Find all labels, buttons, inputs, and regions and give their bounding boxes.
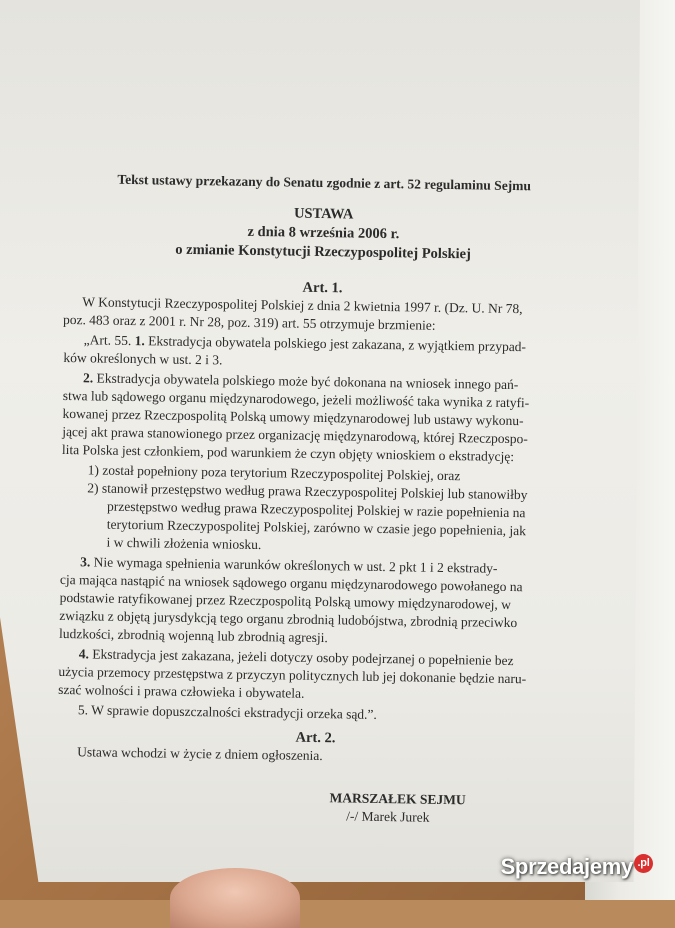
watermark-text: Sprzedajemy — [500, 854, 633, 879]
art2-heading: Art. 2. — [295, 729, 336, 747]
thumb — [170, 868, 300, 928]
paragraph-4-text: Ekstradycja jest zakazana, jeżeli dotyczy osoby podejrzanej o popełnienie bez — [88, 646, 514, 669]
paragraph-3-number: 3. — [80, 554, 91, 570]
paragraph-1-number: 1. — [134, 333, 145, 349]
document-subject: o zmianie Konstytucji Rzeczypospolitej Polskiej — [175, 241, 472, 263]
signature-name: /-/ Marek Jurek — [346, 808, 430, 825]
art1-line: W Konstytucji Rzeczypospolitej Polskiej z dnia 2 kwietnia 1997 r. (Dz. U. Nr 78, — [82, 294, 523, 317]
paragraph-3-line: podstawie ratyfikowanej przez Rzeczpospolitą Polską umowy międzynarodowej, w — [59, 589, 512, 613]
watermark-logo — [501, 854, 653, 880]
paragraph-3-line: związku z objętą jurysdykcją tego organu zbrodnią ludobójstwa, zbrodnią przeciwko — [59, 607, 518, 631]
paragraph-2-number: 2. — [82, 370, 94, 386]
paragraph-1-prefix: „Art. 55. — [83, 332, 135, 349]
art1-heading: Art. 1. — [302, 279, 343, 297]
paragraph-2-line: stwa lub sądowego organu międzynarodowego, jeżeli możliwość taka wynika z ratyfi- — [62, 387, 530, 411]
art1-line: poz. 483 oraz z 2001 r. Nr 28, poz. 319) art. 55 otrzymuje brzmienie: — [62, 311, 436, 333]
paragraph-3-line: cja mająca nastąpić na wniosek sądowego organu międzynarodowego powołanego na — [59, 571, 523, 595]
header-note: Tekst ustawy przekazany do Senatu zgodnie z art. 52 regulaminu Sejmu — [117, 171, 532, 194]
paragraph-5: 5. W sprawie dopuszczalności ekstradycji orzeka sąd.”. — [77, 702, 378, 722]
condition-2-line: terytorium Rzeczypospolitej Polskiej, zarówno w czasie jego popełnienia, jak — [106, 516, 527, 539]
paragraph-4-number: 4. — [78, 646, 90, 662]
paragraph-3-text: Nie wymaga spełnienia warunków określonych w ust. 2 pkt 1 i 2 ekstrady- — [90, 554, 498, 576]
paragraph-2-line: kowanej przez Rzeczpospolitą Polską umowy międzynarodowej lub ustawy wykonu- — [62, 405, 524, 429]
condition-2: 2) stanowił przestępstwo według prawa Rzeczypospolitej Polskiej lub stanowiłby — [87, 480, 528, 503]
art2-text: Ustawa wchodzi w życie z dniem ogłoszenia. — [77, 744, 323, 764]
signature-title: MARSZAŁEK SEJMU — [329, 790, 466, 808]
document-title: USTAWA — [293, 205, 354, 223]
document-date: z dnia 8 września 2006 r. — [247, 223, 400, 243]
condition-2-line: przestępstwo według prawa Rzeczypospolitej Polskiej w razie popełnienia na — [106, 498, 526, 521]
condition-2-line: i w chwili złożenia wniosku. — [106, 534, 262, 553]
paragraph-3-line: ludzkości, zbrodnią wojenną lub zbrodnią agresji. — [58, 625, 328, 646]
paragraph-4-line: szać wolności i prawa człowieka i obywatela. — [58, 681, 305, 701]
paragraph-2-line: lita Polska jest członkiem, pod warunkiem że czyn objęty wnioskiem o ekstradycję: — [61, 441, 515, 465]
paragraph-1-text: Ekstradycja obywatela polskiego jest zakazana, z wyjątkiem przypad- — [144, 333, 527, 355]
paragraph-4-line: użycia przemocy przestępstwa z przyczyn politycznych lub jej dokonanie będzie naru- — [58, 663, 527, 687]
watermark-badge: .pl — [634, 854, 653, 873]
paragraph-2-line: jącej akt prawa stanowionego przez organizację międzynarodową, której Rzeczpospo- — [62, 423, 528, 447]
condition-1: 1) został popełniony poza terytorium Rzeczypospolitej Polskiej, oraz — [87, 462, 461, 484]
paragraph-1-line: ków określonych w ust. 2 i 3. — [63, 349, 223, 368]
paragraph-2-text: Ekstradycja obywatela polskiego może być dokonana na wniosek innego pań- — [93, 370, 519, 393]
